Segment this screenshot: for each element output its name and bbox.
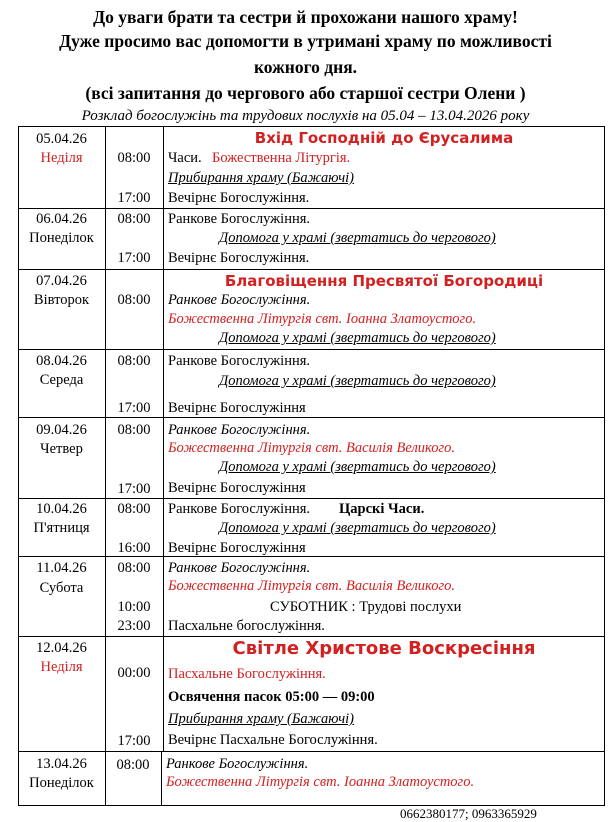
service-text: Ранкове Богослужіння.	[168, 292, 311, 308]
feast-title: Вхід Господній до Єрусалима	[254, 129, 514, 147]
row-time: 17:00	[117, 250, 151, 266]
feast-title: Благовіщення Пресвятої Богородиці	[224, 272, 544, 290]
service-text: Вечірнє Пасхальне Богослужіння.	[168, 732, 378, 748]
row-time: 08:00	[117, 560, 151, 576]
service-text: Ранкове Богослужіння.	[168, 422, 311, 438]
row-time: 23:00	[117, 618, 151, 634]
service-text: Божественна Літургія свт. Василія Великого.	[168, 440, 456, 456]
notice-line-4: (всі запитання до чергового або старшої сестри Олени )	[85, 83, 526, 103]
row-weekday: Субота	[39, 580, 84, 596]
row-date: 11.04.26	[36, 560, 87, 576]
service-text: Прибирання храму (Бажаючі)	[168, 170, 355, 186]
row-weekday: П'ятниця	[33, 520, 90, 536]
row-weekday: Понеділок	[29, 230, 94, 246]
service-text: Пасхальне Богослужіння.	[168, 666, 326, 682]
notice-line-3: кожного дня.	[253, 57, 358, 77]
service-text: Прибирання храму (Бажаючі)	[168, 711, 355, 727]
row-time: 17:00	[117, 733, 151, 749]
service-text: Допомога у храмі (звертатись до чергового)	[219, 230, 496, 246]
row-time: 08:00	[116, 757, 150, 773]
row-time: 17:00	[117, 481, 151, 497]
row-date: 13.04.26	[36, 756, 87, 772]
row-date: 05.04.26	[36, 131, 87, 147]
service-text: Вечірнє Богослужіння.	[168, 250, 310, 266]
row-date: 12.04.26	[36, 640, 87, 656]
row-weekday: Четвер	[40, 441, 83, 457]
service-text: Допомога у храмі (звертатись до чергового)	[219, 459, 496, 475]
row-date: 06.04.26	[36, 211, 87, 227]
row-time: 08:00	[117, 353, 151, 369]
service-text: Царскі Часи.	[339, 501, 425, 517]
service-text: СУБОТНИК : Трудові послухи	[270, 599, 462, 615]
service-text: Вечірнє Богослужіння.	[168, 190, 310, 206]
row-time: 08:00	[117, 292, 151, 308]
row-time: 10:00	[117, 599, 151, 615]
service-text: Вечірнє Богослужіння	[168, 480, 306, 496]
row-time: 00:00	[117, 665, 151, 681]
service-text: Ранкове Богослужіння.	[168, 560, 311, 576]
row-time: 17:00	[117, 400, 151, 416]
row-date: 10.04.26	[36, 501, 87, 517]
service-text: Божественна Літургія свт. Іоанна Златоустого.	[168, 311, 477, 327]
service-text: Ранкове Богослужіння.	[166, 756, 309, 772]
service-text: Ранкове Богослужіння.	[168, 353, 311, 369]
row-time: 17:00	[117, 190, 151, 206]
row-weekday: Понеділок	[29, 775, 94, 791]
row-weekday: Неділя	[40, 150, 83, 166]
notice-line-1: До уваги брати та сестри й прохожани нашого храму!	[93, 7, 518, 27]
service-text: Допомога у храмі (звертатись до чергового)	[219, 520, 496, 536]
service-text: Ранкове Богослужіння.	[168, 501, 311, 517]
service-text: Вечірнє Богослужіння	[168, 540, 306, 556]
service-text: Ранкове Богослужіння.	[168, 211, 311, 227]
row-weekday: Вівторок	[33, 292, 90, 308]
row-date: 08.04.26	[36, 353, 87, 369]
row-weekday: Неділя	[40, 659, 83, 675]
schedule-subtitle: Розклад богослужінь та трудових послухів на 05.04 – 13.04.2026 року	[81, 108, 530, 124]
row-time: 08:00	[117, 211, 151, 227]
contact-phones: 0662380177; 0963365929	[400, 806, 537, 821]
service-text: Допомога у храмі (звертатись до чергового)	[219, 373, 496, 389]
row-time: 08:00	[117, 150, 151, 166]
row-time: 16:00	[117, 540, 151, 556]
notice-line-2: Дуже просимо вас допомогти в утримані храму по можливості	[59, 31, 552, 51]
service-text: Божественна Літургія свт. Іоанна Златоустого.	[166, 774, 475, 790]
service-text: Допомога у храмі (звертатись до чергового)	[219, 330, 496, 346]
row-date: 07.04.26	[36, 273, 87, 289]
service-text: Освячення пасок 05:00 — 09:00	[168, 689, 375, 705]
service-text: Божественна Літургія.	[212, 150, 351, 166]
row-time: 08:00	[117, 501, 151, 517]
service-text: Часи.	[168, 150, 202, 166]
service-text: Пасхальне богослужіння.	[168, 618, 325, 634]
schedule-table	[18, 126, 605, 805]
row-date: 09.04.26	[36, 422, 87, 438]
feast-title: Світле Христове Воскресіння	[232, 638, 536, 659]
service-text: Вечірнє Богослужіння	[168, 400, 306, 416]
service-text: Божественна Літургія свт. Василія Великого.	[168, 578, 456, 594]
row-time: 08:00	[117, 422, 151, 438]
row-weekday: Середа	[39, 372, 84, 388]
